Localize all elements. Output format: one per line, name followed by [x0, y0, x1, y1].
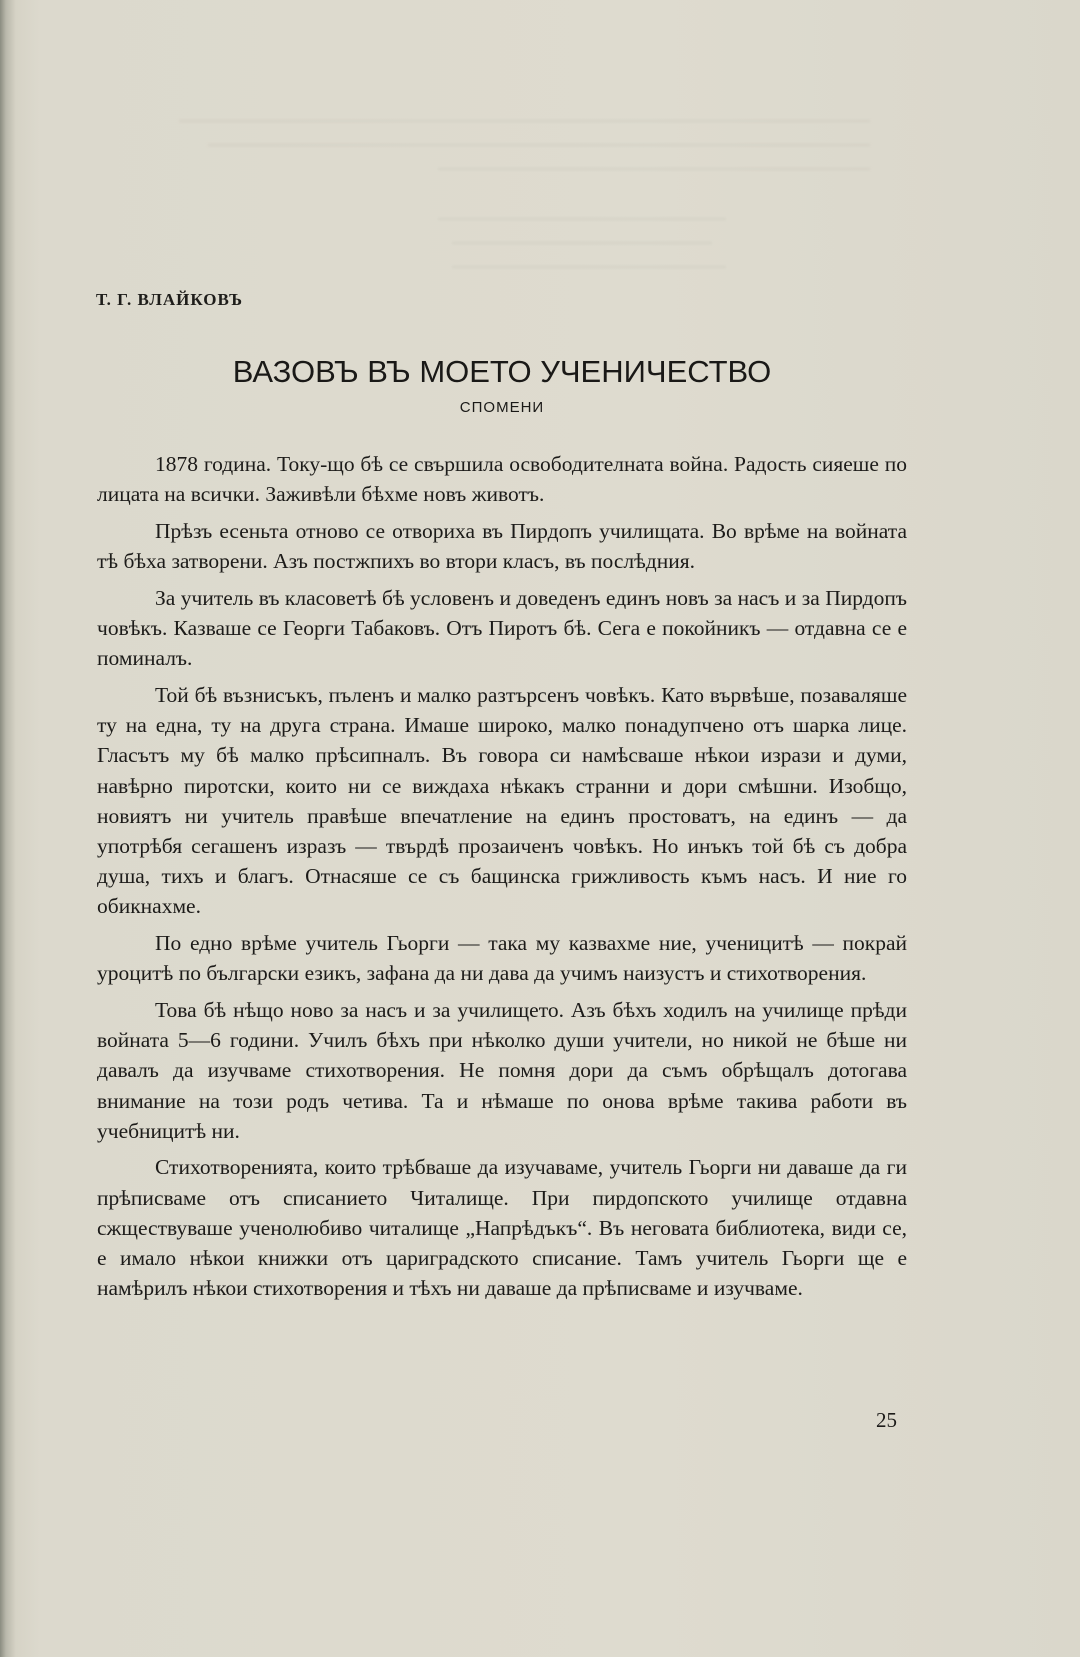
paragraph: 1878 година. Току-що бѣ се свършила освободителната война. Радость сияеше по лицата на всички. Заживѣли бѣхме новъ животъ. [97, 452, 907, 507]
page-number: 25 [876, 1408, 897, 1432]
author-name: Т. Г. ВЛАЙКОВЪ [96, 290, 243, 309]
article-title: ВАЗОВЪ ВЪ МОЕТО УЧЕНИЧЕСТВО [232, 354, 772, 389]
paragraph: Прѣзъ есеньта отново се отвориха въ Пирдопъ училищата. Во врѣме на войната тѣ бѣха затворени. Азъ постжпихъ во втори класъ, въ послѣдния. [97, 518, 907, 574]
paragraph: Това бѣ нѣщо ново за насъ и за училището. Азъ бѣхъ ходилъ на училище прѣди войната 5—6 години. Училъ бѣхъ при нѣколко души учители, но никой не бѣше ни давалъ да изучваме стихотворения. Не помня дори да съмъ обрѣщалъ дотогава внимание на този родъ четива. Та и нѣмаше по онова врѣме такива работи въ учебницитѣ ни. [97, 997, 907, 1143]
article-subtitle: СПОМЕНИ [459, 399, 545, 416]
paragraph: Стихотворенията, които трѣбваше да изучаваме, учитель Гьорги ни даваше да ги прѣписваме отъ списанието Читалище. При пирдопското училище отдавна сжществуваше ученолюбиво читалище „Напрѣдъкъ“. Въ неговата библиотека, види се, е имало нѣкои книжки отъ цариградското списание. Тамъ учитель Гьорги ще е намѣрилъ нѣкои стихотворения и тѣхъ ни даваше да прѣписваме и изучваме. [97, 1155, 907, 1301]
paragraph: Той бѣ възнисъкъ, пъленъ и малко разтърсенъ човѣкъ. Като вървѣше, позаваляше ту на една, ту на друга страна. Имаше широко, малко понадупчено отъ шарка лице. Гласътъ му бѣ малко прѣсипналъ. Въ говора си намѣсваше нѣкои изрази и думи, навѣрно пиротски, които ни се виждаха нѣкакъ странни и дори смѣшни. Изобщо, новиятъ ни учитель правѣше впечатление на единъ простоватъ, на единъ — да употрѣбя сегашенъ изразъ — твърдѣ прозаиченъ човѣкъ. Но инъкъ той бѣ съ добра душа, тихъ и благъ. Отнасяше се съ бащинска грижливость къмъ насъ. И ние го обикнахме. [97, 682, 907, 919]
show-through-texture [150, 110, 870, 310]
paragraph: За учитель въ класоветѣ бѣ условенъ и доведенъ единъ новъ за насъ и за Пирдопъ човѣкъ. Казваше се Георги Табаковъ. Отъ Пиротъ бѣ. Сега е покойникъ — отдавна се е поминалъ. [97, 585, 907, 671]
article-body [97, 449, 907, 1310]
paragraph: По едно врѣме учитель Гьорги — така му казвахме ние, ученицитѣ — покрай уроцитѣ по български езикъ, зафана да ни дава да учимъ наизустъ и стихотворения. [97, 931, 907, 986]
